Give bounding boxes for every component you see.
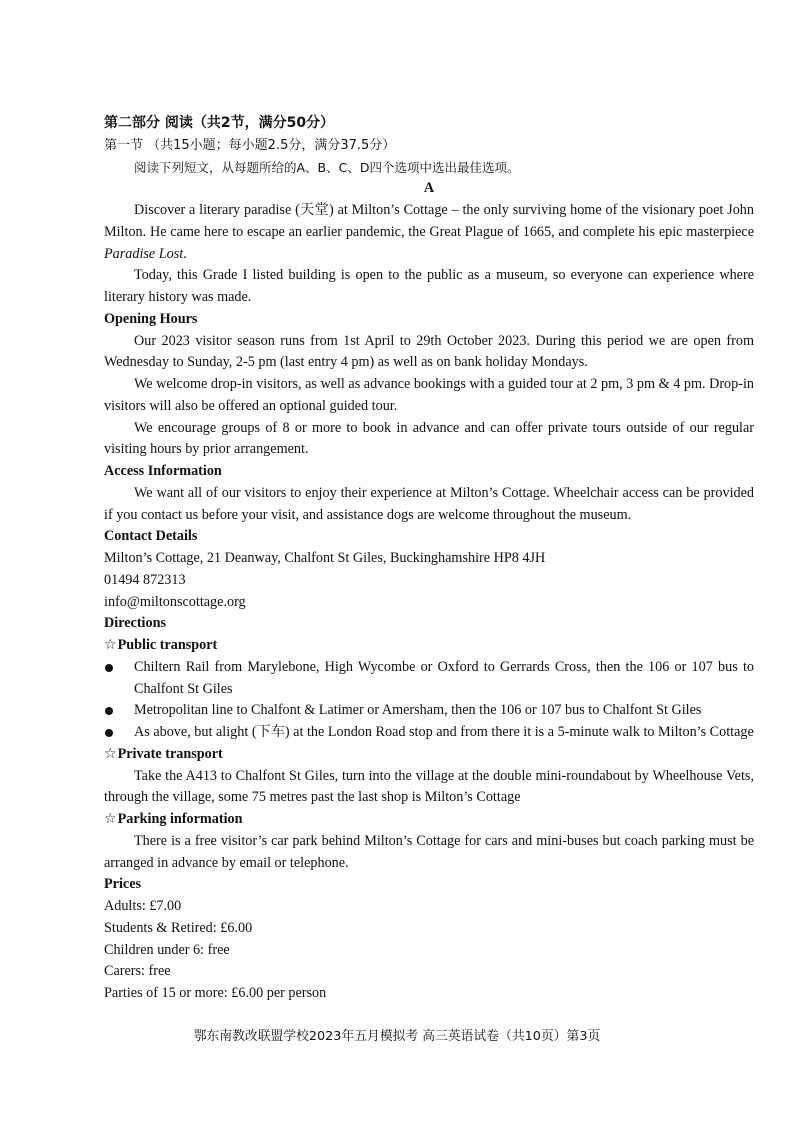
list-item-text: As above, but alight (下车) at the London Road stop and from there it is a 5-minute walk to Milton’s Cottage — [134, 724, 754, 740]
opening-paragraph-2: We welcome drop-in visitors, as well as advance bookings with a guided tour at 2 pm, 3 pm & 4 pm. Drop-in visitors will also be offered an optional guided tour. — [104, 376, 754, 414]
star-icon: ☆ — [104, 811, 117, 827]
price-item: Students & Retired: £6.00 — [104, 919, 253, 936]
private-transport-heading — [104, 744, 754, 766]
opening-paragraph-3: We encourage groups of 8 or more to book in advance and can offer private tours outside of our regular visiting hours by prior arrangement. — [104, 419, 754, 458]
book-title: Paradise Lost — [104, 245, 184, 262]
price-item: Children under 6: free — [104, 941, 230, 958]
directions-heading: Directions — [104, 615, 166, 632]
contact-phone: 01494 872313 — [104, 571, 186, 588]
list-item — [104, 657, 754, 701]
opening-paragraph-1: Our 2023 visitor season runs from 1st April to 29th October 2023. During this period we are open from Wednesday to Sunday, 2-5 pm (last entry 4 pm) as well as on bank holiday Mondays. — [104, 332, 754, 371]
subsection-title: 第一节 （共15小题；每小题2.5分，满分37.5分） — [104, 137, 396, 153]
price-item: Carers: free — [104, 963, 171, 980]
bullet-icon — [105, 707, 113, 715]
intro-paragraph-1 — [104, 200, 754, 265]
list-item — [104, 722, 754, 744]
private-transport-paragraph: Take the A413 to Chalfont St Giles, turn into the village at the double mini-roundabout by Wheelhouse Vets, through the village, some 75 metres past the last shop is Milton’s Cottage — [104, 767, 754, 806]
list-item-text: Chiltern Rail from Marylebone, High Wycombe or Oxford to Gerrards Cross, then the 106 or 107 bus to Chalfont St Giles — [134, 658, 754, 697]
price-item: Parties of 15 or more: £6.00 per person — [104, 985, 327, 1001]
contact-address: Milton’s Cottage, 21 Deanway, Chalfont St Giles, Buckinghamshire HP8 4JH — [104, 550, 546, 566]
opening-hours-heading: Opening Hours — [104, 310, 198, 327]
parking-label: Parking information — [117, 811, 243, 827]
private-transport-label: Private transport — [117, 745, 223, 762]
star-icon: ☆ — [104, 745, 117, 762]
passage-letter: A — [423, 180, 435, 197]
access-paragraph: We want all of our visitors to enjoy their experience at Milton’s Cottage. Wheelchair access can be provided if you contact us before your visit, and assistance dogs are welcome throughout the museum. — [104, 484, 754, 523]
list-item-text: Metropolitan line to Chalfont & Latimer or Amersham, then the 106 or 107 bus to Chalfont St Giles — [134, 702, 702, 719]
intro-text: Discover a literary paradise (天堂) at Milton’s Cottage – the only surviving home of the visionary poet John Milton. He came here to escape an earlier pandemic, the Great Plague of 1665, and complete his epic masterpiece — [104, 202, 754, 240]
exam-page — [104, 113, 754, 1005]
bullet-icon — [105, 729, 113, 737]
price-item: Adults: £7.00 — [104, 898, 182, 914]
parking-paragraph: There is a free visitor’s car park behind Milton’s Cottage for cars and mini-buses but coach parking must be arranged in advance by email or telephone. — [104, 832, 754, 871]
section-title: 第二部分 阅读（共2节，满分50分） — [104, 115, 335, 131]
prices-heading: Prices — [104, 876, 142, 893]
star-icon: ☆ — [104, 637, 117, 653]
access-heading: Access Information — [104, 463, 222, 479]
contact-heading: Contact Details — [104, 528, 198, 545]
intro-period: . — [183, 245, 187, 262]
public-transport-heading — [104, 635, 754, 657]
instruction-text: 阅读下列短文，从每题所给的A、B、C、D四个选项中选出最佳选项。 — [134, 159, 520, 175]
intro-paragraph-2: Today, this Grade I listed building is open to the public as a museum, so everyone can experience where literary history was made. — [104, 267, 754, 305]
list-item — [104, 700, 754, 722]
bullet-icon — [105, 664, 113, 672]
contact-email: info@miltonscottage.org — [104, 593, 246, 610]
public-transport-label: Public transport — [117, 637, 218, 653]
parking-heading — [104, 809, 754, 831]
page-footer: 鄂东南教改联盟学校2023年五月模拟考 高三英语试卷（共10页）第3页 — [193, 1029, 601, 1044]
